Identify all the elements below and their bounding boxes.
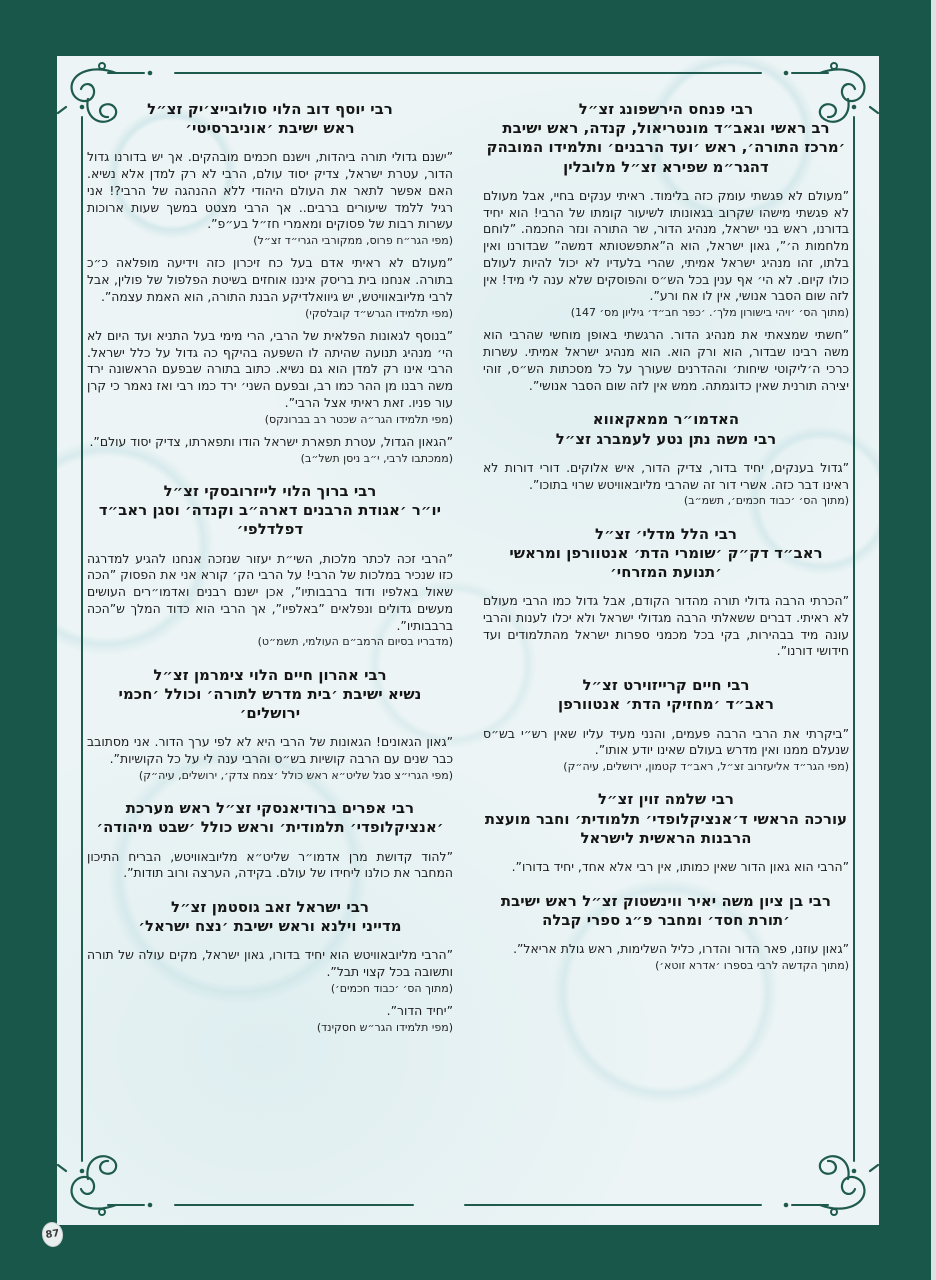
page-area	[57, 56, 879, 1225]
testimonial-section	[483, 525, 849, 661]
section-title	[87, 482, 453, 540]
section-title-line: רבי חיים קרייזוירט זצ״ל	[582, 677, 750, 695]
quote-citation: (מפי תלמידו הגר״ש חסקינד)	[316, 1020, 453, 1034]
quote-text: ”ישנם גדולי תורה ביהדות, וישנם חכמים מובהקים. אך יש בדורנו גדול הדור, עטרת ישראל, צדיק יסוד עולם, הרבי לא רק למדן אלא נשיא. האם אפשר לתאר את העולם היהודי ללא ההנהגה של הרבי?! אני רגיל ללמד שיעורים ברבים.. אך הרבי מצטט במשך שעות ארוכות עשרות רבות של פסוקים ומאמרי חז״ל בע״פ”.	[87, 149, 453, 232]
text-column-left	[87, 100, 453, 1035]
quote-citation: (מתוך הקדשה לרבי בספרו ׳אדרא זוטא׳)	[655, 959, 849, 973]
section-title-line: רבי פנחס הירשפונג זצ״ל	[578, 101, 754, 118]
quote-text: ”הרבי זכה לכתר מלכות, השי״ת יעזור שנזכה אנחנו להגיע למדרגה כזו שנכיר במלכות של הרבי! על הרבי הק׳ קורא אני את הפסוק ”הכה שאול באלפיו ודוד ברבבותיו”, אכן ישנם רבנים ואדמו״רים העושים מעשים גדולים ונפלאים ”באלפיו”, אך הרבי הוא כדוד המלך ש”הכה ברבבותיו”.	[87, 550, 453, 633]
testimonial-section	[483, 790, 849, 875]
quote-text: ”הרבי הוא גאון הדור שאין כמותו, אין רבי אלא אחד, יחיד בדורו”.	[511, 859, 849, 875]
quote-text: ”להוד קדושת מרן אדמו״ר שליט״א מליובאוויטש, הבריח התיכון המחבר את כולנו ליחידו של עולם. בקידה, הערצה ורוב תודות”.	[87, 848, 453, 881]
quote-entry	[87, 947, 453, 996]
quote-entry	[483, 859, 849, 876]
testimonial-section	[483, 410, 849, 508]
quote-citation: (מפי הגר״ד אליעזרוב זצ״ל, ראב״ד קטמון, ירושלים, עיה״ק)	[563, 760, 849, 774]
quote-citation: (מתוך הס׳ ׳כבוד חכמים׳)	[330, 981, 453, 995]
quote-entry	[87, 255, 453, 321]
quote-entry	[483, 941, 849, 973]
section-title-line: רבי ברוך הלוי לייזרובסקי זצ״ל	[163, 482, 377, 500]
section-title	[87, 898, 453, 936]
section-title-line: רבי שלמה זוין זצ״ל	[597, 791, 735, 809]
section-title	[483, 525, 849, 583]
quote-citation: (מפי תלמידו הגר״ה שכטר רב בברונקס)	[264, 412, 453, 426]
quote-entry	[87, 734, 453, 783]
quote-text: ”גאון הגאונים! הגאונות של הרבי היא לא לפי ערך הדור. אני מסתובב כבר שנים עם הרבה קושיות בש״ס והרבי ענה לי על כל הקושיות”.	[87, 734, 453, 767]
quote-entry	[87, 551, 453, 650]
quote-text: ”הגאון הגדול, עטרת תפארת ישראל הודו ותפארתו, צדיק יסוד עולם”.	[89, 433, 453, 449]
section-title	[483, 100, 849, 177]
quote-entry	[483, 593, 849, 660]
section-title-line: האדמו״ר ממאקאווא	[592, 411, 740, 429]
scan-edge-artifact	[931, 0, 936, 1280]
quote-text: ”חשתי שמצאתי את מנהיג הדור. הרגשתי באופן מוחשי שהרבי הוא משה רבינו שבדור, הוא ורק הוא. הוא מנהיג ישראל אמיתי. עשרות כרכי ה׳ליקוטי שיחות׳ וההדרנים שעורך על כל מסכתות הש״ס, זוהי יצירה תורנית שאין כדוגמתה. ממש אין לזה שום הסבר אנושי”.	[483, 327, 849, 393]
quote-entry	[87, 149, 453, 248]
section-title-line: רבי בן ציון משה יאיר ווינשטוק זצ״ל ראש ישיבת ׳תורת חסד׳ ומחבר פ״ג ספרי קבלה	[500, 892, 832, 930]
quote-citation: (מפי תלמידו הגרש״ד קובלסקי)	[305, 306, 453, 320]
section-title	[87, 100, 453, 138]
quote-text: ”בנוסף לגאונות הפלאית של הרבי, הרי מימי בעל התניא ועד היום לא הי׳ מנהיג תנועה שהיתה לו השפעה בהיקף כה גדול על כלל ישראל. הרבי אינו רק למדן הוא גם נשיא. כתוב בתורה שבפעם הראשונה ירד משה רבנו מן ההר כמו רב, ובפעם השני׳ ירד כמו רבי ואז נאמר כי קרן עור פניו. זאת ראיתי אצל הרבי”.	[87, 327, 453, 410]
testimonial-section	[483, 892, 849, 974]
section-title-line: רב ראשי וגאב״ד מונטריאול, קנדה, ראש ישיבת ׳מרכז התורה׳, ראש ׳ועד הרבנים׳ ותלמידו המובהק דהגר״מ שפירא זצ״ל מלובלין	[486, 120, 846, 176]
section-title-line: רבי אפרים ברודיאנסקי זצ״ל ראש מערכת ׳אנציקלופדי׳ תלמודית׳ וראש כולל ׳שבט מיהודה׳	[96, 800, 444, 837]
quote-citation: (מדבריו בסיום הרמב״ם העולמי, תשמ״ט)	[257, 635, 453, 649]
section-title-line: רבי משה נתן נטע לעמברג זצ״ל	[555, 430, 777, 448]
quote-text: ”מעולם לא פגשתי עומק כזה בלימוד. ראיתי ענקים בחיי, אבל מעולם לא פגשתי מישהו שקרוב בגאונותו לשיעור קומתו של הרבי! הוא יחיד בדורנו, ראש בני ישראל, מנהיג הדור, שר התורה ונזר החכמה. ”לוחם מלחמות ה׳”, גאון ישראל, הוא ה”אתפשטותא דמשה” שבדורנו ואין בלתו, זהו מנהיג ישראל אמיתי, שהרי בלעדיו לא יכול להיות לעולם כולו קיום. לא הי׳ אף ענין בכל הש״ס והפוסקים שלא ענה לי מיד! אין לזה שום הסבר אנושי, אין לו אח ורע”.	[483, 187, 849, 304]
testimonial-section	[87, 898, 453, 1035]
quote-entry	[87, 849, 453, 882]
quote-citation: (מפי הגרי״צ סגל שליט״א ראש כולל ׳צמח צדק׳, ירושלים, עיה״ק)	[138, 768, 453, 782]
quote-entry	[87, 434, 453, 466]
section-title	[87, 799, 453, 837]
section-title-line: רבי הלל מדלי׳ זצ״ל	[595, 525, 737, 543]
quote-text: ”הכרתי הרבה גדולי תורה מהדור הקודם, אבל גדול כמו הרבי מעולם לא ראיתי. דברים ששאלתי הרבה מגדולי ישראל ולא יכלו לענות והרבי עונה מיד בבהירות, בקי בכל מכמני ספרות ישראל מהתלמודים ועד חידושי דורנו”.	[483, 593, 849, 659]
quote-citation: (ממכתבו לרבי, י״ב ניסן תשל״ב)	[300, 451, 453, 465]
quote-entry	[483, 327, 849, 394]
section-title-line: יו״ר ׳אגודת הרבנים דארה״ב וקנדה׳ וסגן ראב״ד דפלדלפי׳	[98, 502, 442, 539]
quote-text: ”יחיד הדור”.	[386, 1003, 453, 1019]
quote-citation: (מתוך הס׳ ׳כבוד חכמים׳, תשמ״ב)	[683, 494, 849, 508]
testimonial-section	[87, 666, 453, 783]
testimonial-section	[87, 100, 453, 466]
section-title-line: ראב״ד דק״ק ׳שומרי הדת׳ אנטוורפן ומראשי ׳תנועת המזרחי׳	[509, 544, 823, 582]
section-title-line: נשיא ישיבת ׳בית מדרש לתורה׳ וכולל ׳חכמי ירושלים׳	[118, 685, 422, 723]
section-title	[483, 410, 849, 448]
section-title-line: עורכה הראשי ד׳אנציקלופדי׳ תלמודית׳ וחבר מועצת הרבנות הראשית לישראל	[484, 810, 848, 847]
section-title-line: ראב״ד ׳מחזיקי הדת׳ אנטוורפן	[558, 696, 774, 714]
section-title-line: ראש ישיבת ׳אוניברסיטי׳	[185, 120, 355, 138]
testimonial-section	[483, 100, 849, 394]
quote-entry	[483, 726, 849, 775]
quote-text: ”ביקרתי את הרבי הרבה פעמים, והנני מעיד עליו שאין רש״י בש״ס שנעלם ממנו ואין מדרש בעולם שאינו יודע אותו”.	[483, 725, 849, 758]
quote-text: ”גדול בענקים, יחיד בדור, צדיק הדור, איש אלוקים. דורי דורות לא ראינו דבר כזה. אשרי דור זה שהרבי מליובאוויטש שרוי בתוכו”.	[483, 459, 849, 492]
testimonial-section	[87, 799, 453, 882]
section-title	[483, 892, 849, 930]
testimonial-section	[483, 676, 849, 774]
quote-citation: (מפי הגר״ח פרוס, ממקורבי הגרי״ד זצ״ל)	[253, 234, 453, 248]
section-title-line: מדייני וילנא וראש ישיבת ׳נצח ישראל׳	[138, 918, 402, 936]
quote-text: ”מעולם לא ראיתי אדם בעל כח זיכרון כזה וידיעה מופלאה כ״כ בתורה. אנחנו בית בריסק איננו אוחזים בשיטת הפלפול של פולין, אבל לרבי מליובאוויטש, יש גיוואלדיקע הבנת התורה, הוא האמת עצמה”.	[87, 255, 453, 304]
section-title	[483, 790, 849, 848]
text-column-right	[483, 100, 849, 1035]
quote-entry	[87, 328, 453, 427]
quote-text: ”גאון עוזנו, פאר הדור והדרו, כליל השלימות, ראש גולת אריאל”.	[513, 941, 849, 957]
section-title-line: רבי יוסף דוב הלוי סולובייצ׳יק זצ״ל	[147, 101, 393, 118]
quote-entry	[483, 188, 849, 320]
page-number: 87	[44, 1228, 61, 1241]
section-title-line: רבי אהרון חיים הלוי צימרמן זצ״ל	[153, 666, 387, 684]
two-column-text	[57, 56, 879, 1035]
quote-text: ”הרבי מליובאוויטש הוא יחיד בדורו, גאון ישראל, מקים עולה של תורה ותשובה בכל קצוי תבל”.	[87, 947, 453, 980]
section-title	[483, 676, 849, 714]
section-title	[87, 666, 453, 724]
quote-entry	[87, 1003, 453, 1035]
quote-citation: (מתוך הס׳ ׳ויהי בישורון מלך׳. ׳כפר חב״ד׳ גיליון מס׳ 147)	[570, 306, 849, 320]
testimonial-section	[87, 482, 453, 650]
section-title-line: רבי ישראל זאב גוסטמן זצ״ל	[171, 899, 369, 917]
quote-entry	[483, 460, 849, 509]
